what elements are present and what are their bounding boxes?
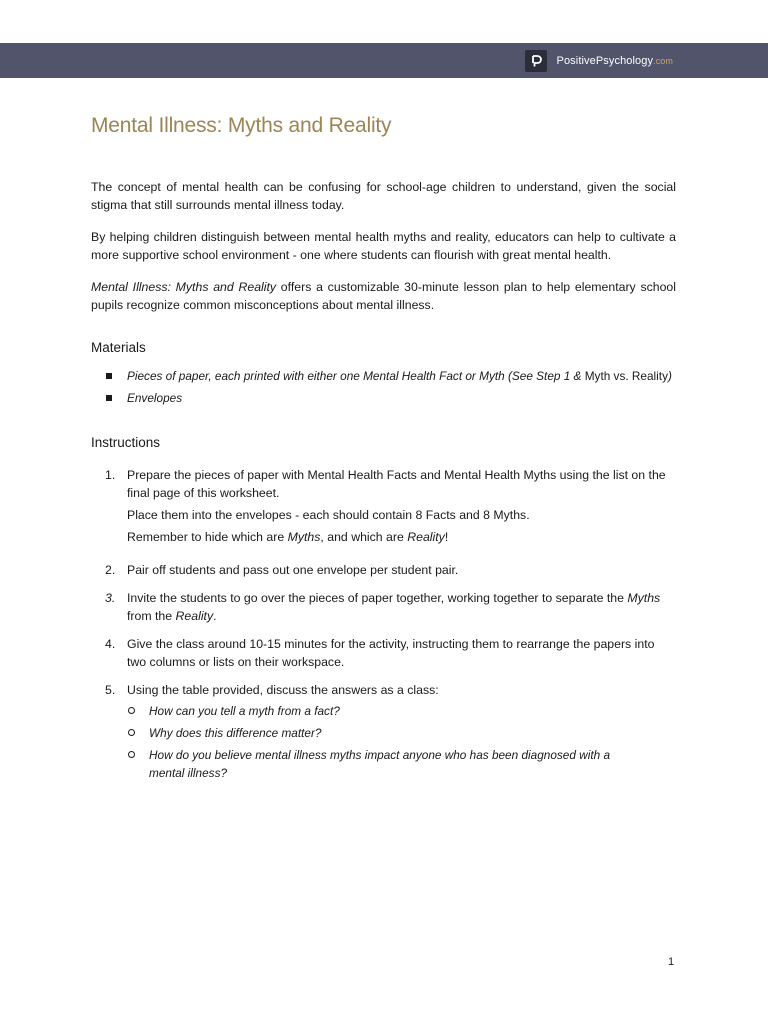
step-5-text: Using the table provided, discuss the answers as a class: <box>127 683 439 697</box>
square-bullet-icon <box>106 373 112 379</box>
step-1-line-3: Remember to hide which are Myths, and which are Reality! <box>127 530 449 544</box>
step-5 <box>91 681 676 782</box>
step-3-text: Invite the students to go over the pieces of paper together, working together to separate the Myths from the Reality. <box>127 591 661 623</box>
step-number: 3. <box>105 591 116 605</box>
intro-paragraph-1: The concept of mental health can be confusing for school-age children to understand, given the social stigma that still surrounds mental illness today. <box>91 180 676 212</box>
list-item: Why does this difference matter? <box>127 724 676 742</box>
brand-name: PositivePsychology.com <box>556 55 673 67</box>
discussion-questions <box>127 702 676 782</box>
instructions-list <box>91 466 676 782</box>
step-2-text: Pair off students and pass out one envelope per student pair. <box>127 563 459 577</box>
step-2 <box>91 561 676 579</box>
list-item: How can you tell a myth from a fact? <box>127 702 676 720</box>
step-number: 2. <box>105 563 116 577</box>
page-number: 1 <box>668 956 675 968</box>
step-1-line-1: Prepare the pieces of paper with Mental Health Facts and Mental Health Myths using the list on the final page of this worksheet. <box>127 468 666 500</box>
step-number: 1. <box>105 468 116 482</box>
step-1-line-2: Place them into the envelopes - each should contain 8 Facts and 8 Myths. <box>127 508 530 522</box>
circle-bullet-icon <box>128 729 135 736</box>
brand-suffix: .com <box>653 56 673 66</box>
step-3 <box>91 589 676 625</box>
square-bullet-icon <box>106 395 112 401</box>
step-1 <box>91 466 676 546</box>
step-number: 4. <box>105 637 116 651</box>
step-4 <box>91 635 676 671</box>
list-item: Envelopes <box>91 389 676 407</box>
circle-bullet-icon <box>128 751 135 758</box>
brand-logo-icon <box>525 50 547 72</box>
page-title: Mental Illness: Myths and Reality <box>91 114 392 137</box>
document-content <box>91 114 676 792</box>
lesson-title-italic: Mental Illness: Myths and Reality <box>91 280 277 294</box>
circle-bullet-icon <box>128 707 135 714</box>
materials-list <box>91 367 676 407</box>
intro-paragraph-3: Mental Illness: Myths and Reality offers a customizable 30-minute lesson plan to help elementary school pupils recognize common misconceptions about mental illness. <box>91 280 676 312</box>
intro-paragraph-2: By helping children distinguish between mental health myths and reality, educators can help to cultivate a more supportive school environment - one where students can flourish with great mental health. <box>91 230 676 262</box>
materials-heading: Materials <box>91 340 146 355</box>
step-number: 5. <box>105 683 116 697</box>
list-item: How do you believe mental illness myths impact anyone who has been diagnosed with a mental illness? <box>127 746 676 782</box>
step-4-text: Give the class around 10-15 minutes for the activity, instructing them to rearrange the papers into two columns or lists on their workspace. <box>127 637 655 669</box>
instructions-heading: Instructions <box>91 435 161 450</box>
brand-logo-link[interactable] <box>525 50 673 72</box>
header-bar <box>0 43 768 78</box>
list-item: Pieces of paper, each printed with either one Mental Health Fact or Myth (See Step 1 & Myth vs. Reality) <box>91 367 676 385</box>
